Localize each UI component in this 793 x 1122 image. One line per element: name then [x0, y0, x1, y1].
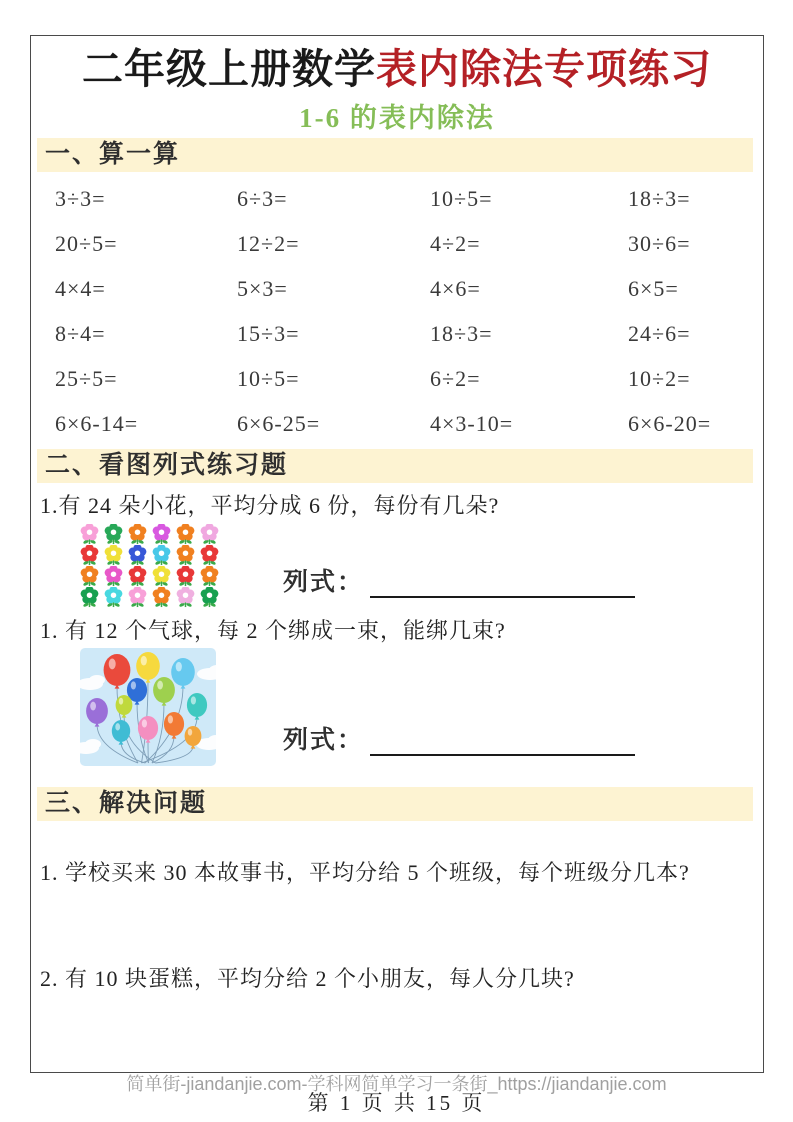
problem-cakes-text: 2. 有 10 块蛋糕，平均分给 2 个小朋友，每人分几块?: [40, 966, 575, 991]
flower-icon: [78, 545, 101, 566]
equation-line-1: [283, 566, 635, 598]
math-problem: 6×6-14=: [55, 411, 139, 436]
math-problem: 6×5=: [628, 276, 679, 301]
arithmetic-problems-grid: [55, 176, 755, 446]
math-problem: 10÷5=: [430, 186, 493, 211]
title-topic-part: 表内除法专项练习: [376, 46, 712, 92]
page-subtitle: 1-6 的表内除法: [299, 103, 495, 133]
math-problem: 10÷2=: [628, 366, 691, 391]
balloons-image: [80, 648, 216, 766]
math-problem: 4×3-10=: [430, 411, 514, 436]
flower-icon: [126, 587, 149, 608]
flower-icon: [174, 587, 197, 608]
equation-line-2: [283, 724, 635, 756]
section2-heading: 二、看图列式练习题: [37, 449, 753, 483]
section1-heading: 一、算一算: [37, 138, 753, 172]
lieshi-label-2: 列式：: [283, 727, 365, 754]
problem-flowers-text: 1.有 24 朵小花，平均分成 6 份，每份有几朵?: [40, 493, 500, 518]
math-problem: 12÷2=: [237, 231, 300, 256]
math-problem: 25÷5=: [55, 366, 118, 391]
math-problem: 6×6-25=: [237, 411, 321, 436]
flower-icon: [102, 545, 125, 566]
math-problem: 24÷6=: [628, 321, 691, 346]
math-problem: 18÷3=: [430, 321, 493, 346]
math-problem: 6÷2=: [430, 366, 481, 391]
flower-icon: [126, 566, 149, 587]
flower-icon: [78, 524, 101, 545]
flower-icon: [150, 524, 173, 545]
answer-blank-line-2: [370, 728, 635, 756]
flower-icon: [102, 587, 125, 608]
flower-icon: [198, 566, 221, 587]
flower-icon: [198, 524, 221, 545]
flower-icon: [150, 545, 173, 566]
flowers-image: [78, 524, 224, 608]
page-number: 第 1 页 共 15 页: [307, 1091, 486, 1115]
flower-icon: [102, 524, 125, 545]
flower-icon: [174, 545, 197, 566]
math-problem: 6×6-20=: [628, 411, 712, 436]
title-grade-part: 二年级上册数学: [82, 46, 376, 92]
flower-icon: [78, 587, 101, 608]
lieshi-label-1: 列式：: [283, 569, 365, 596]
footer-watermark: 简单街-jiandanjie.com-学科网简单学习一条街_https://jiandanjie.com: [126, 1074, 667, 1094]
flower-icon: [126, 545, 149, 566]
answer-blank-line-1: [370, 570, 635, 598]
math-problem: 18÷3=: [628, 186, 691, 211]
flower-icon: [198, 545, 221, 566]
math-problem: 3÷3=: [55, 186, 106, 211]
math-problem: 15÷3=: [237, 321, 300, 346]
flower-icon: [150, 587, 173, 608]
math-problem: 5×3=: [237, 276, 288, 301]
problem-balloons-text: 1. 有 12 个气球，每 2 个绑成一束，能绑几束?: [40, 618, 506, 643]
math-problem: 8÷4=: [55, 321, 106, 346]
problem-books-text: 1. 学校买来 30 本故事书，平均分给 5 个班级，每个班级分几本?: [40, 860, 690, 885]
math-problem: 4÷2=: [430, 231, 481, 256]
math-problem: 4×6=: [430, 276, 481, 301]
math-problem: 10÷5=: [237, 366, 300, 391]
math-problem: 4×4=: [55, 276, 106, 301]
math-problem: 6÷3=: [237, 186, 288, 211]
math-problem: 30÷6=: [628, 231, 691, 256]
flower-icon: [174, 524, 197, 545]
page-title: [30, 36, 764, 95]
section3-heading: 三、解决问题: [37, 787, 753, 821]
flower-icon: [198, 587, 221, 608]
flower-icon: [150, 566, 173, 587]
flower-icon: [78, 566, 101, 587]
flower-icon: [174, 566, 197, 587]
math-problem: 20÷5=: [55, 231, 118, 256]
flower-icon: [102, 566, 125, 587]
flower-icon: [126, 524, 149, 545]
